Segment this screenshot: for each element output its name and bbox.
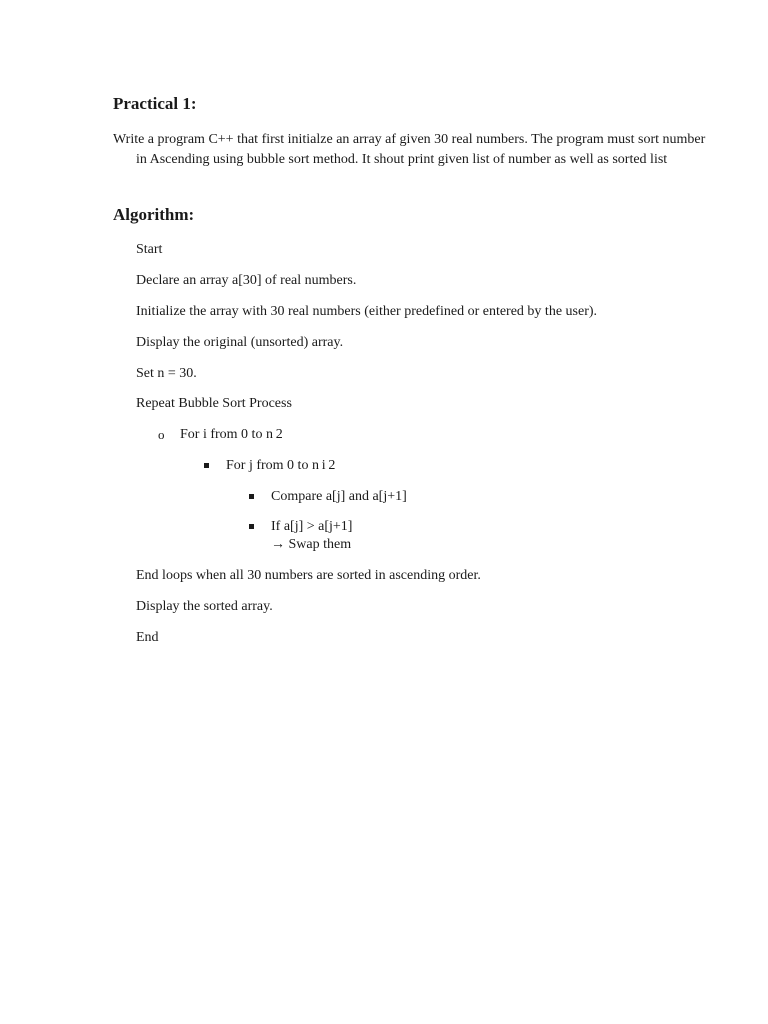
circle-bullet-icon: o: [158, 427, 165, 442]
step-initialize: Initialize the array with 30 real numbers (either predefined or entered by the user).: [136, 304, 598, 319]
square-bullet-icon: [249, 494, 254, 499]
step-outer-loop: For i from 0 to n 2: [180, 427, 283, 442]
step-if-condition: If a[j] > a[j+1]: [271, 519, 353, 534]
algorithm-heading: Algorithm:: [113, 205, 195, 224]
square-bullet-icon: [249, 524, 254, 529]
step-declare: Declare an array a[30] of real numbers.: [136, 273, 357, 288]
step-inner-loop: For j from 0 to n i 2: [226, 458, 336, 473]
step-end-loops: End loops when all 30 numbers are sorted in ascending order.: [136, 568, 481, 583]
step-end: End: [136, 630, 159, 645]
step-set-n: Set n = 30.: [136, 366, 197, 381]
step-start: Start: [136, 242, 163, 257]
step-swap: → Swap them: [271, 537, 352, 552]
problem-statement: Write a program C++ that first initialze an array af given 30 real numbers. The program must sort number in Ascending using bubble sort method. It shout print given list of number as well as sorted list: [113, 132, 706, 167]
square-bullet-icon: [204, 463, 209, 468]
step-display-original: Display the original (unsorted) array.: [136, 335, 344, 350]
step-compare: Compare a[j] and a[j+1]: [271, 489, 407, 504]
step-display-sorted: Display the sorted array.: [136, 599, 273, 614]
practical-title: Practical 1:: [113, 94, 197, 113]
step-repeat: Repeat Bubble Sort Process: [136, 396, 292, 411]
